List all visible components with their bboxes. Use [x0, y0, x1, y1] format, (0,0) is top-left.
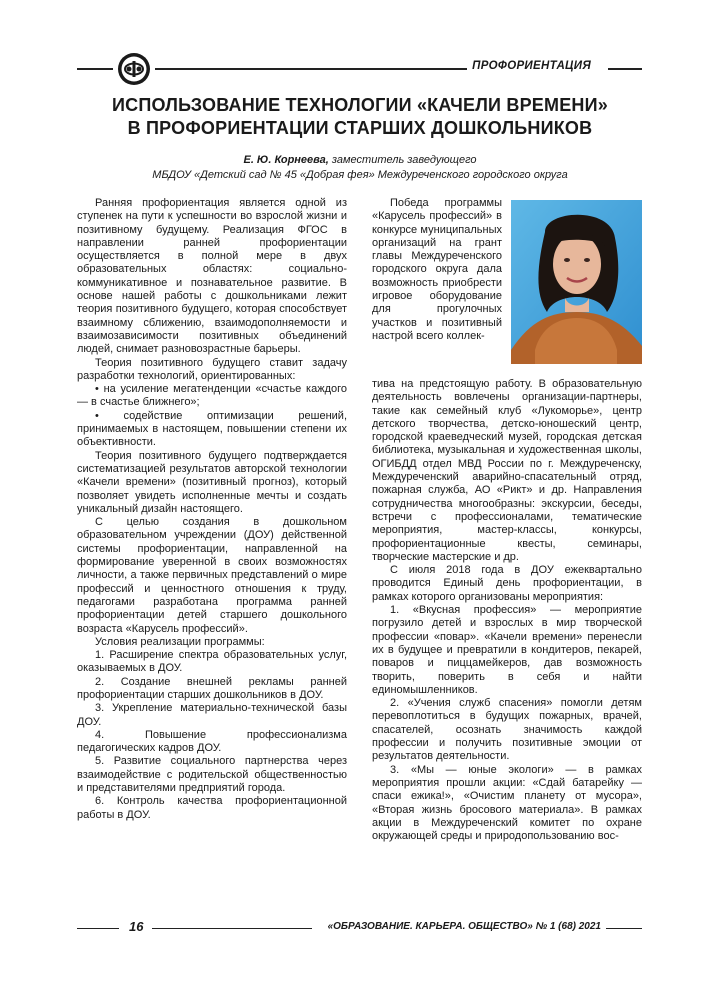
- paragraph: 2. «Учения служб спасения» помогли детям перевоплотиться в будущих пожарных, врачей, спасателей, осознать значимость каждой профессии и получить позитивные эмоции от результатов деятельности.: [372, 697, 642, 763]
- paragraph: 1. Расширение спектра образовательных услуг, оказываемых в ДОУ.: [77, 649, 347, 675]
- paragraph: С июля 2018 года в ДОУ ежеквартально проводится Единый день профориентации, в рамках которого организованы мероприятия:: [372, 564, 642, 603]
- paragraph: • содействие оптимизации решений, принимаемых в настоящем, повышении степени их объективности.: [77, 409, 347, 449]
- paragraph: тива на предстоящую работу. В образовательную деятельность вовлечены организации-партнеры, такие как семейный клуб «Лукоморье», центр детского творчества, детско-юношеский центр, городской краеведческий музей, городская детская библиотека, музыкальная и художественная школы, ОГИБДД отдел МВД России по г. Междуреченску, Междуреченский аварийно-спасательный отряд, пожарная служба, АО «Рикт» и др. Направления сотрудничества многообразны: экскурсии, беседы, встречи с профессионалами, тематические мероприятия, мастер-классы, конкурсы, профориентационные квесты, семинары, творческие мастерские и др.: [372, 378, 642, 563]
- paragraph: 2. Создание внешней рекламы ранней профориентации старших дошкольников в ДОУ.: [77, 675, 347, 701]
- footer-rule-right: [606, 928, 642, 929]
- paragraph: Теория позитивного будущего подтверждается систематизацией результатов авторской технологии «Качели времени» (позитивный прогноз), который позволяет увидеть исполненные мечты и создать уникальный дизайн настоящего.: [77, 449, 347, 515]
- section-label: ПРОФОРИЕНТАЦИЯ: [472, 60, 591, 72]
- footer-rule-left: [77, 928, 119, 929]
- paragraph: 3. Укрепление материально-технической базы ДОУ.: [77, 702, 347, 728]
- paragraph: С целью создания в дошкольном образовательном учреждении (ДОУ) действенной системы профориентации, направленной на формирование уверенной в своих возможностях личности, а также первичных представлений о мире профессий и ценностного отношения к труду, педагогами разработана программа ранней профориентации детей старшего дошкольного возраста «Карусель профессий».: [77, 516, 347, 635]
- paragraph: Теория позитивного будущего ставит задачу разработки технологий, ориентированных:: [77, 356, 347, 382]
- paragraph: 3. «Мы — юные экологи» — в рамках мероприятия прошли акции: «Сдай батарейку — спаси ежика!», «Очистим планету от мусора», «Вторая жизнь бросового материала». В рамках акции в Междуреченский комитет по охране окружающей среды и природопользованию вос-: [372, 763, 642, 843]
- title-line-1: ИСПОЛЬЗОВАНИЕ ТЕХНОЛОГИИ «КАЧЕЛИ ВРЕМЕНИ»: [112, 95, 608, 115]
- author-photo: [511, 200, 642, 364]
- paragraph: 4. Повышение профессионализма педагогических кадров ДОУ.: [77, 728, 347, 755]
- paragraph: • на усиление мегатенденции «счастье каждого — в счастье ближнего»;: [77, 383, 347, 409]
- header-rule-middle: [155, 68, 467, 70]
- author-organization: МБДОУ «Детский сад № 45 «Добрая фея» Междуреченского городского округа: [152, 169, 568, 181]
- journal-name: «ОБРАЗОВАНИЕ. КАРЬЕРА. ОБЩЕСТВО» № 1 (68) 2021: [327, 921, 601, 932]
- footer-rule-middle: [152, 928, 312, 929]
- author-name: Е. Ю. Корнеева,: [243, 154, 329, 166]
- header-rule-right: [608, 68, 642, 70]
- journal-logo-icon: [117, 52, 151, 86]
- page-number: 16: [129, 919, 144, 934]
- paragraph: 5. Развитие социального партнерства через взаимодействие с родительской общественностью и представителями предприятий города.: [77, 755, 347, 795]
- paragraph: Ранняя профориентация является одной из ступенек на пути к успешности во взрослой жизни и позитивному будущему. Реализация ФГОС в направлении ранней профориентации осуществляется в полной мере в двух образовательных областях: социально-коммуникативное и познавательное развитие. В основе нашей работы с дошкольниками лежит теория позитивного будущего, которая способствует взаимному сближению, взаимодополняемости и взаимозависимости позитивных объединений людей, снимает разновозрастные барьеры.: [77, 197, 347, 356]
- title-line-2: В ПРОФОРИЕНТАЦИИ СТАРШИХ ДОШКОЛЬНИКОВ: [127, 118, 593, 138]
- author-role: заместитель заведующего: [328, 154, 477, 166]
- author-block: [60, 153, 660, 183]
- paragraph: 6. Контроль качества профориентационной работы в ДОУ.: [77, 795, 347, 821]
- left-column: [77, 197, 347, 822]
- paragraph: Победа программы «Карусель профессий» в конкурсе муниципальных организаций на грант главы Междуреченского городского округа дала возможность приобрести игровое оборудование для прогулочных участков и позитивный настрой всего коллек-: [372, 197, 502, 342]
- header-rule-left: [77, 68, 113, 70]
- article-title: [60, 94, 660, 140]
- right-column: [372, 378, 642, 843]
- paragraph: 1. «Вкусная профессия» — мероприятие погрузило детей и взрослых в мир творческой профессии «повар». «Качели времени» перенесли их в будущее и превратили в кондитеров, пекарей, поваров и пиццамейкеров, дав возможность творить, поверить в себя и найти единомышленников.: [372, 604, 642, 696]
- paragraph: Условия реализации программы:: [95, 635, 265, 648]
